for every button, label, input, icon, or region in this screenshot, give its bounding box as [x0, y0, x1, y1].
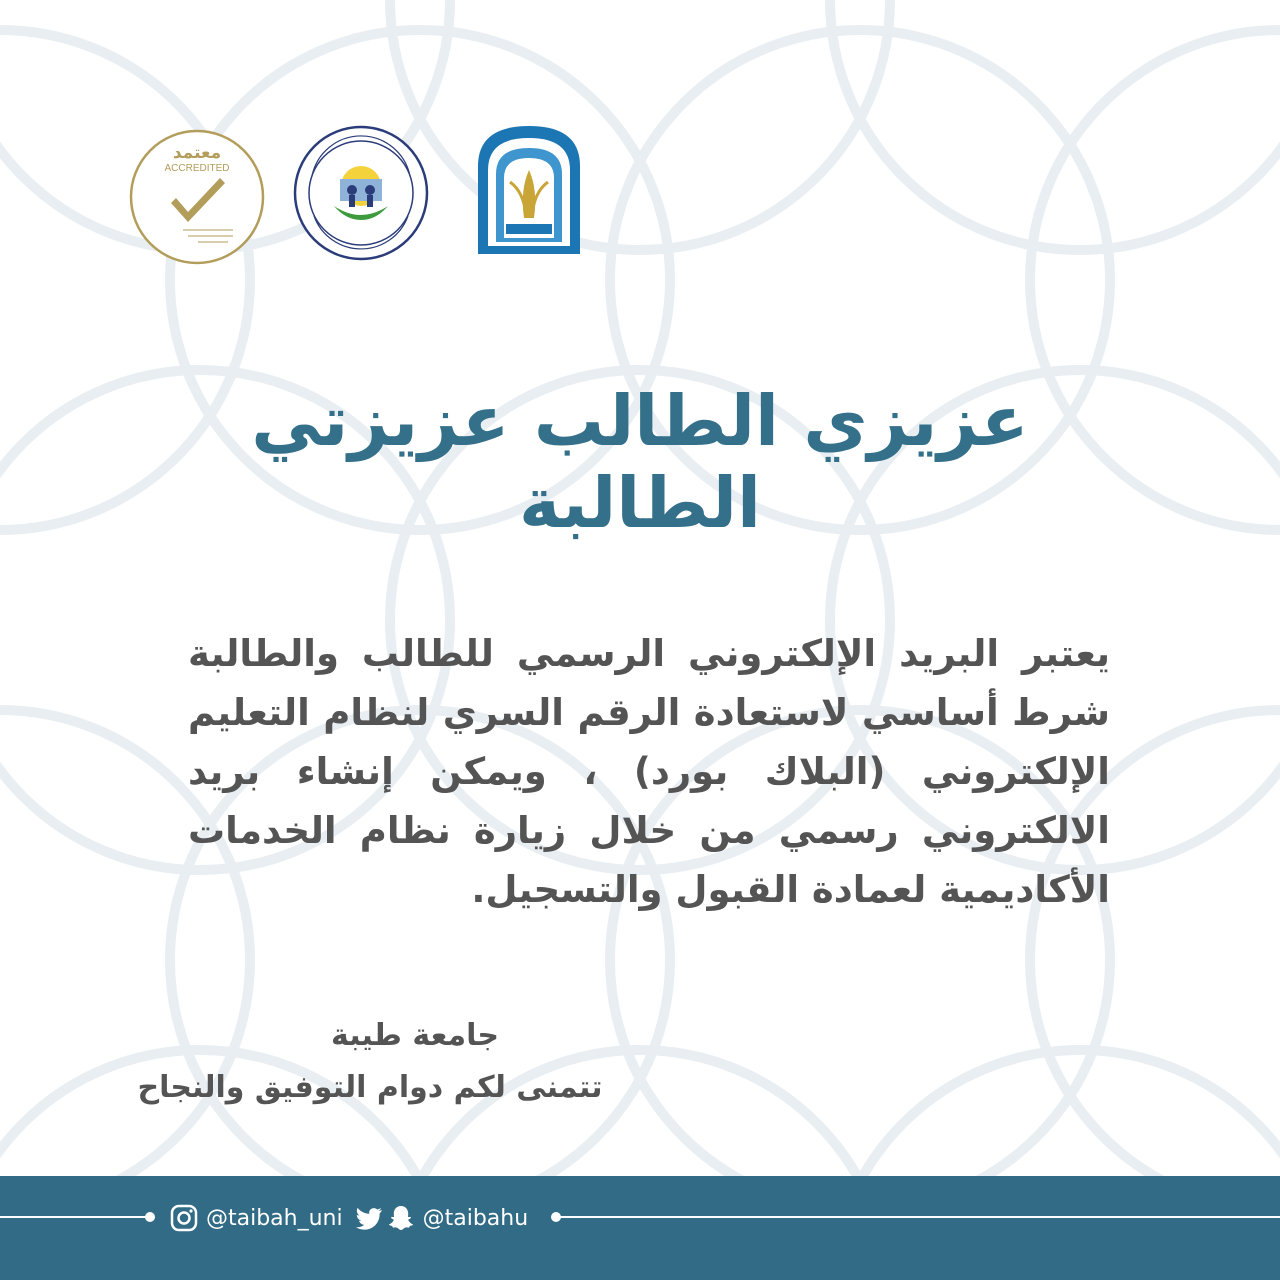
snapchat-icon[interactable] — [385, 1202, 417, 1234]
announcement-body: يعتبر البريد الإلكتروني الرسمي للطالب والطالبة شرط أساسي لاستعادة الرقم السري لنظام التعليم الإلكتروني (البلاك بورد) ، ويمكن إنشاء بريد الالكتروني رسمي من خلال زيارة نظام الخدمات الأكاديمية لعمادة القبول والتسجيل. — [188, 632, 1110, 911]
footer-line-left — [0, 1216, 150, 1218]
instagram-handle[interactable]: @taibah_uni — [206, 1205, 343, 1231]
footer-bar — [0, 1176, 1280, 1280]
twitter-icon[interactable] — [353, 1202, 385, 1234]
signature-wish: تتمنى لكم دوام التوفيق والنجاح — [137, 1070, 603, 1105]
healthy-cities-logo — [292, 124, 430, 262]
accredited-arabic-label: معتمد — [172, 143, 222, 163]
footer-line-right — [556, 1216, 1280, 1218]
signature-block — [100, 1010, 640, 1114]
taibah-university-logo — [470, 120, 588, 258]
twitter-snapchat-handle[interactable]: @taibahu — [422, 1205, 529, 1231]
accredited-english-label: ACCREDITED — [164, 163, 230, 174]
headline: عزيزي الطالب عزيزتي الطالبة — [251, 380, 1029, 544]
accredited-seal-logo — [128, 128, 266, 266]
signature-university: جامعة طيبة — [331, 1018, 499, 1053]
instagram-icon[interactable] — [168, 1202, 200, 1234]
social-handles — [168, 1198, 538, 1238]
